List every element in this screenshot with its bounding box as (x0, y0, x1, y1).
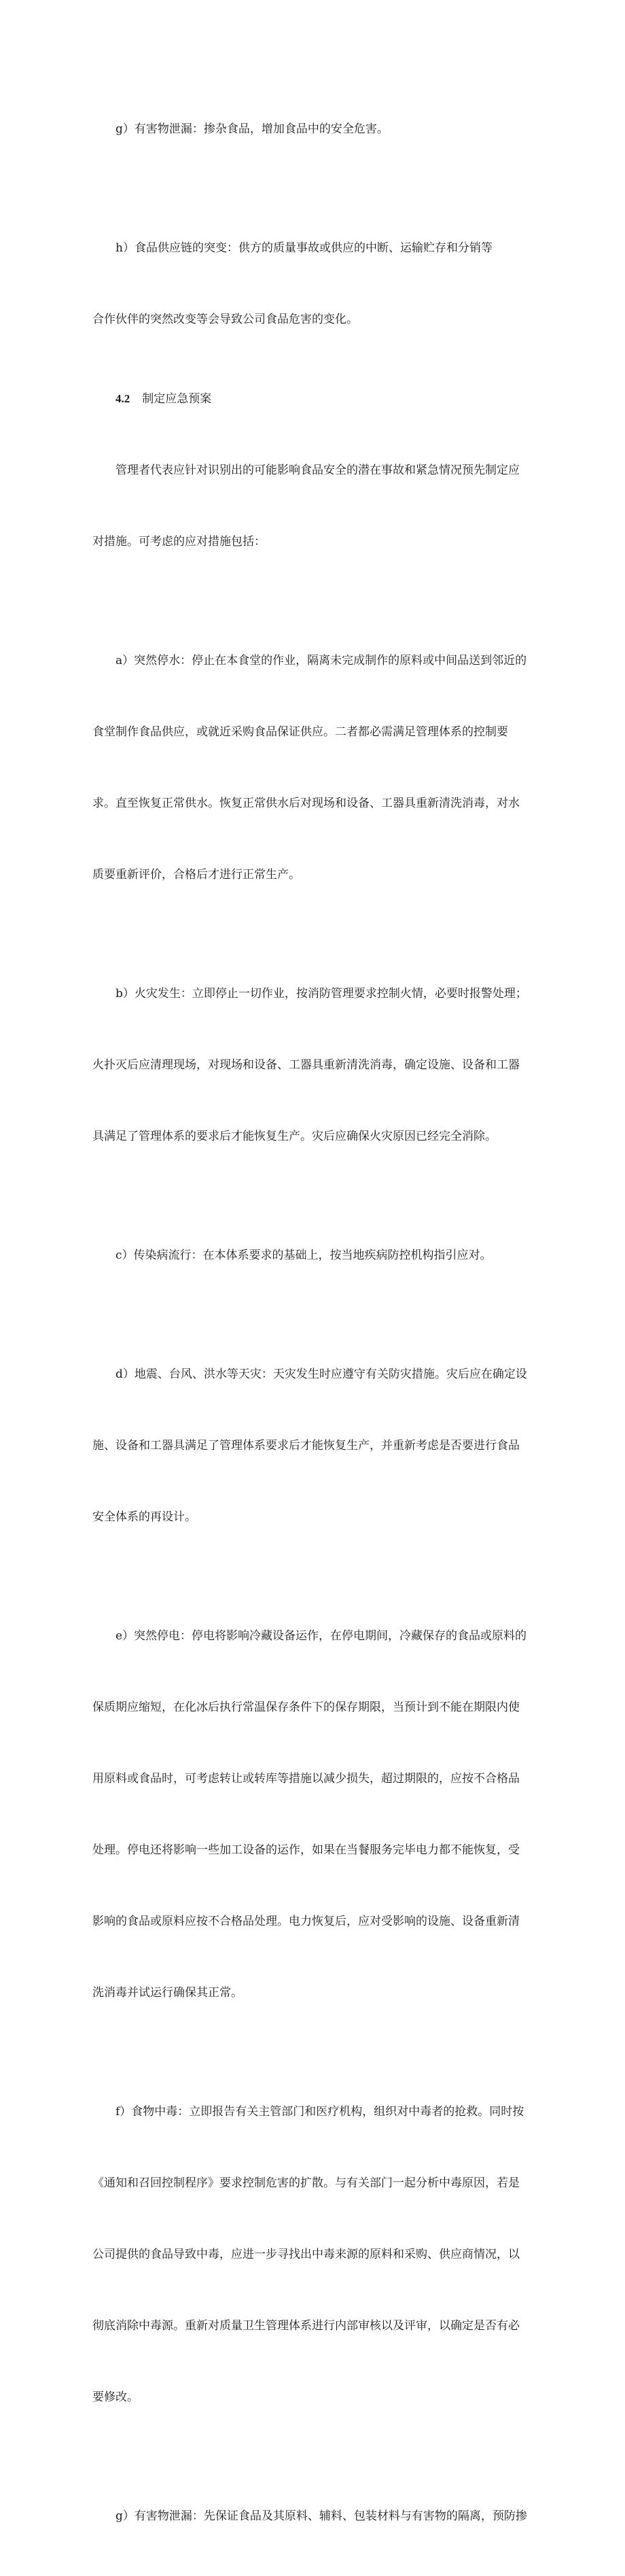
text-line: 具满足了管理体系的要求后才能恢复生产。灾后应确保火灾原因已经完全消除。 (92, 1130, 497, 1143)
text-line: 彻底消除中毒源。重新对质量卫生管理体系进行内部审核以及评审，以确定是否有必 (92, 2319, 520, 2333)
text-line: 公司提供的食品导致中毒，应进一步寻找出中毒来源的原料和采购、供应商情况，以 (92, 2248, 520, 2261)
text-line: e）突然停电：停电将影响冷藏设备运作，在停电期间，冷藏保存的食品或原料的 (115, 1629, 527, 1643)
text-line: 火扑灭后应清理现场，对现场和设备、工器具重新清洗消毒，确定设施、设备和工器 (92, 1058, 520, 1072)
text-line: 求。直至恢复正常供水。恢复正常供水后对现场和设备、工器具重新清洗消毒，对水 (92, 797, 520, 810)
paragraph-a-water-outage (92, 602, 541, 935)
paragraph-h-supply-chain (92, 189, 541, 379)
text-line: h）食品供应链的突变：供方的质量事故或供应的中断、运输贮存和分销等 (115, 241, 493, 255)
text-line: g）有害物泄漏：掺杂食品，增加食品中的安全危害。 (115, 122, 389, 136)
text-line: 合作伙伴的突然改变等会导致公司食品危害的变化。 (92, 313, 358, 326)
paragraph-intro (92, 411, 541, 602)
text-line: d）地震、台风、洪水等天灾：天灾发生时应遵守有关防灾措施。灾后应在确定设 (115, 1368, 527, 1381)
text-line: 安全体系的再设计。 (92, 1510, 196, 1524)
text-line: 洗消毒并试运行确保其正常。 (92, 1986, 243, 2000)
text-line: 保质期应缩短，在化冰后执行常温保存条件下的保存期限，当预计到不能在期限内使 (92, 1701, 520, 1714)
paragraph-c-epidemic (92, 1196, 541, 1315)
text-line: 对措施。可考虑的应对措施包括： (92, 535, 266, 549)
paragraph-g-hazard-leak (92, 70, 541, 189)
document-page (92, 70, 541, 2576)
text-line: 处理。停电还将影响一些加工设备的运作，如果在当餐服务完毕电力都不能恢复，受 (92, 1843, 520, 1857)
text-line: 用原料或食品时，可考虑转让或转库等措施以减少损失，超过期限的，应按不合格品 (92, 1772, 520, 1786)
text-line: 《通知和召回控制程序》要求控制危害的扩散。与有关部门一起分析中毒原因，若是 (92, 2176, 520, 2190)
text-line: c）传染病流行：在本体系要求的基础上，按当地疾病防控机构指引应对。 (115, 1249, 492, 1262)
text-line: g）有害物泄漏：先保证食品及其原料、辅料、包装材料与有害物的隔离，预防掺 (115, 2509, 527, 2523)
paragraph-e-power-outage (92, 1577, 541, 2053)
text-line: 食堂制作食品供应，或就近采购食品保证供应。二者都必需满足管理体系的控制要 (92, 725, 508, 739)
text-line: 要修改。 (92, 2390, 139, 2404)
paragraph-g-hazard-leak-response (92, 2457, 541, 2576)
text-line: a）突然停水：停止在本食堂的作业，隔离未完成制作的原料或中间品送到邻近的 (115, 654, 527, 667)
paragraph-d-natural-disaster (92, 1315, 541, 1577)
text-line: 施、设备和工器具满足了管理体系要求后才能恢复生产，并重新考虑是否要进行食品 (92, 1439, 520, 1452)
section-number: 4.2 (115, 392, 130, 405)
section-title: 制定应急预案 (142, 392, 212, 406)
text-line: 管理者代表应针对识别出的可能影响食品安全的潜在事故和紧急情况预先制定应 (115, 464, 520, 477)
paragraph-f-food-poisoning (92, 2053, 541, 2457)
paragraph-b-fire (92, 935, 541, 1196)
text-line: f）食物中毒：立即报告有关主管部门和医疗机构，组织对中毒者的抢救。同时按 (115, 2105, 524, 2119)
text-line: 质要重新评价，合格后才进行正常生产。 (92, 868, 300, 882)
text-line: b）火灾发生：立即停止一切作业，按消防管理要求控制火情，必要时报警处理； (115, 987, 527, 1000)
text-line: 影响的食品或原料应按不合格品处理。电力恢复后，应对受影响的设施、设备重新清 (92, 1915, 520, 1928)
section-heading (92, 387, 541, 411)
